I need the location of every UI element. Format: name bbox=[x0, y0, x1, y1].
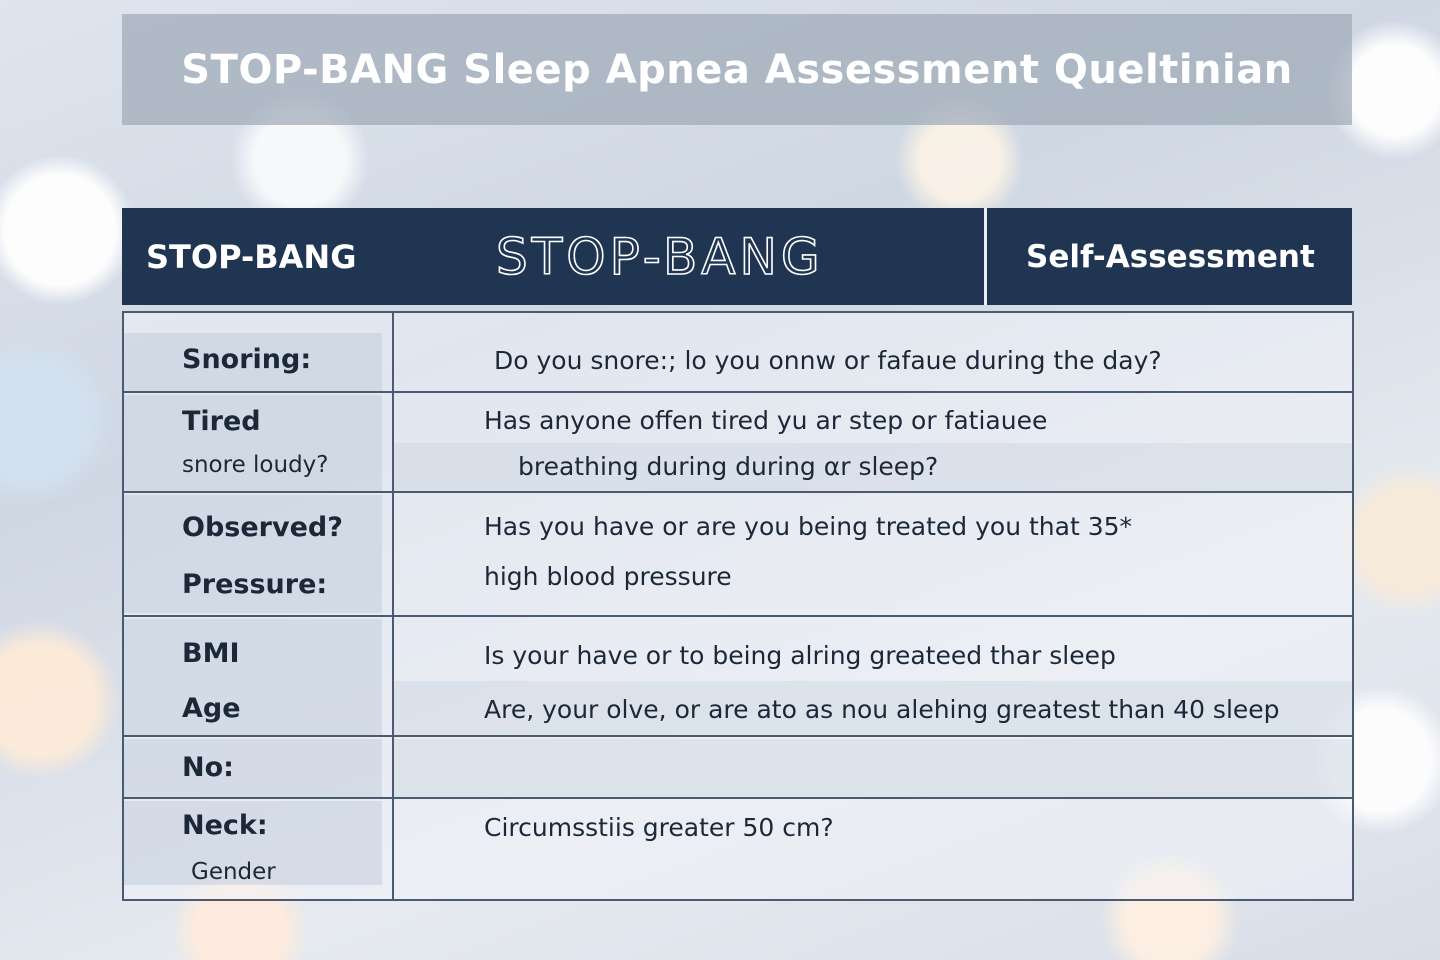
row-divider bbox=[124, 391, 1352, 393]
label-gender: Gender bbox=[191, 859, 276, 885]
questionnaire-table bbox=[122, 311, 1354, 901]
label-pressure: Pressure: bbox=[182, 569, 328, 600]
row-band bbox=[394, 739, 1352, 797]
label-snoring: Snoring: bbox=[182, 344, 312, 375]
label-shade bbox=[124, 619, 382, 735]
label-shade bbox=[124, 739, 382, 797]
row-divider bbox=[124, 797, 1352, 799]
row-divider bbox=[124, 735, 1352, 737]
label-tired: Tired bbox=[182, 406, 261, 437]
question-bmi: Is your have or to being alring greateed thar sleep bbox=[484, 641, 1116, 670]
row-divider bbox=[124, 615, 1352, 617]
question-observed: Has you have or are you being treated you that 35* bbox=[484, 512, 1133, 541]
label-no: No: bbox=[182, 752, 234, 783]
question-tired: Has anyone offen tired yu ar step or fatiauee bbox=[484, 406, 1048, 435]
row-divider bbox=[124, 491, 1352, 493]
question-age: Are, your olve, or are ato as nou alehing greatest than 40 sleep bbox=[484, 695, 1280, 724]
label-snore-loudly: snore loudy? bbox=[182, 452, 329, 478]
question-neck: Circumsstiis greater 50 cm? bbox=[484, 813, 834, 842]
table-header bbox=[122, 208, 1352, 305]
header-left-label: STOP-BANG bbox=[146, 237, 357, 276]
label-bmi: BMI bbox=[182, 638, 240, 669]
header-center-label: STOP-BANG bbox=[496, 227, 824, 286]
page-title: STOP-BANG Sleep Apnea Assessment Queltinian bbox=[181, 46, 1293, 93]
title-banner bbox=[122, 14, 1352, 125]
header-right-label: Self-Assessment bbox=[1026, 238, 1315, 275]
question-breathing: breathing during during αr sleep? bbox=[518, 452, 939, 481]
label-neck: Neck: bbox=[182, 810, 268, 841]
label-observed: Observed? bbox=[182, 512, 343, 543]
header-divider bbox=[984, 208, 987, 305]
label-age: Age bbox=[182, 693, 241, 724]
question-snoring: Do you snore:; lo you onnw or fafaue during the day? bbox=[494, 346, 1162, 375]
question-pressure: high blood pressure bbox=[484, 562, 732, 591]
